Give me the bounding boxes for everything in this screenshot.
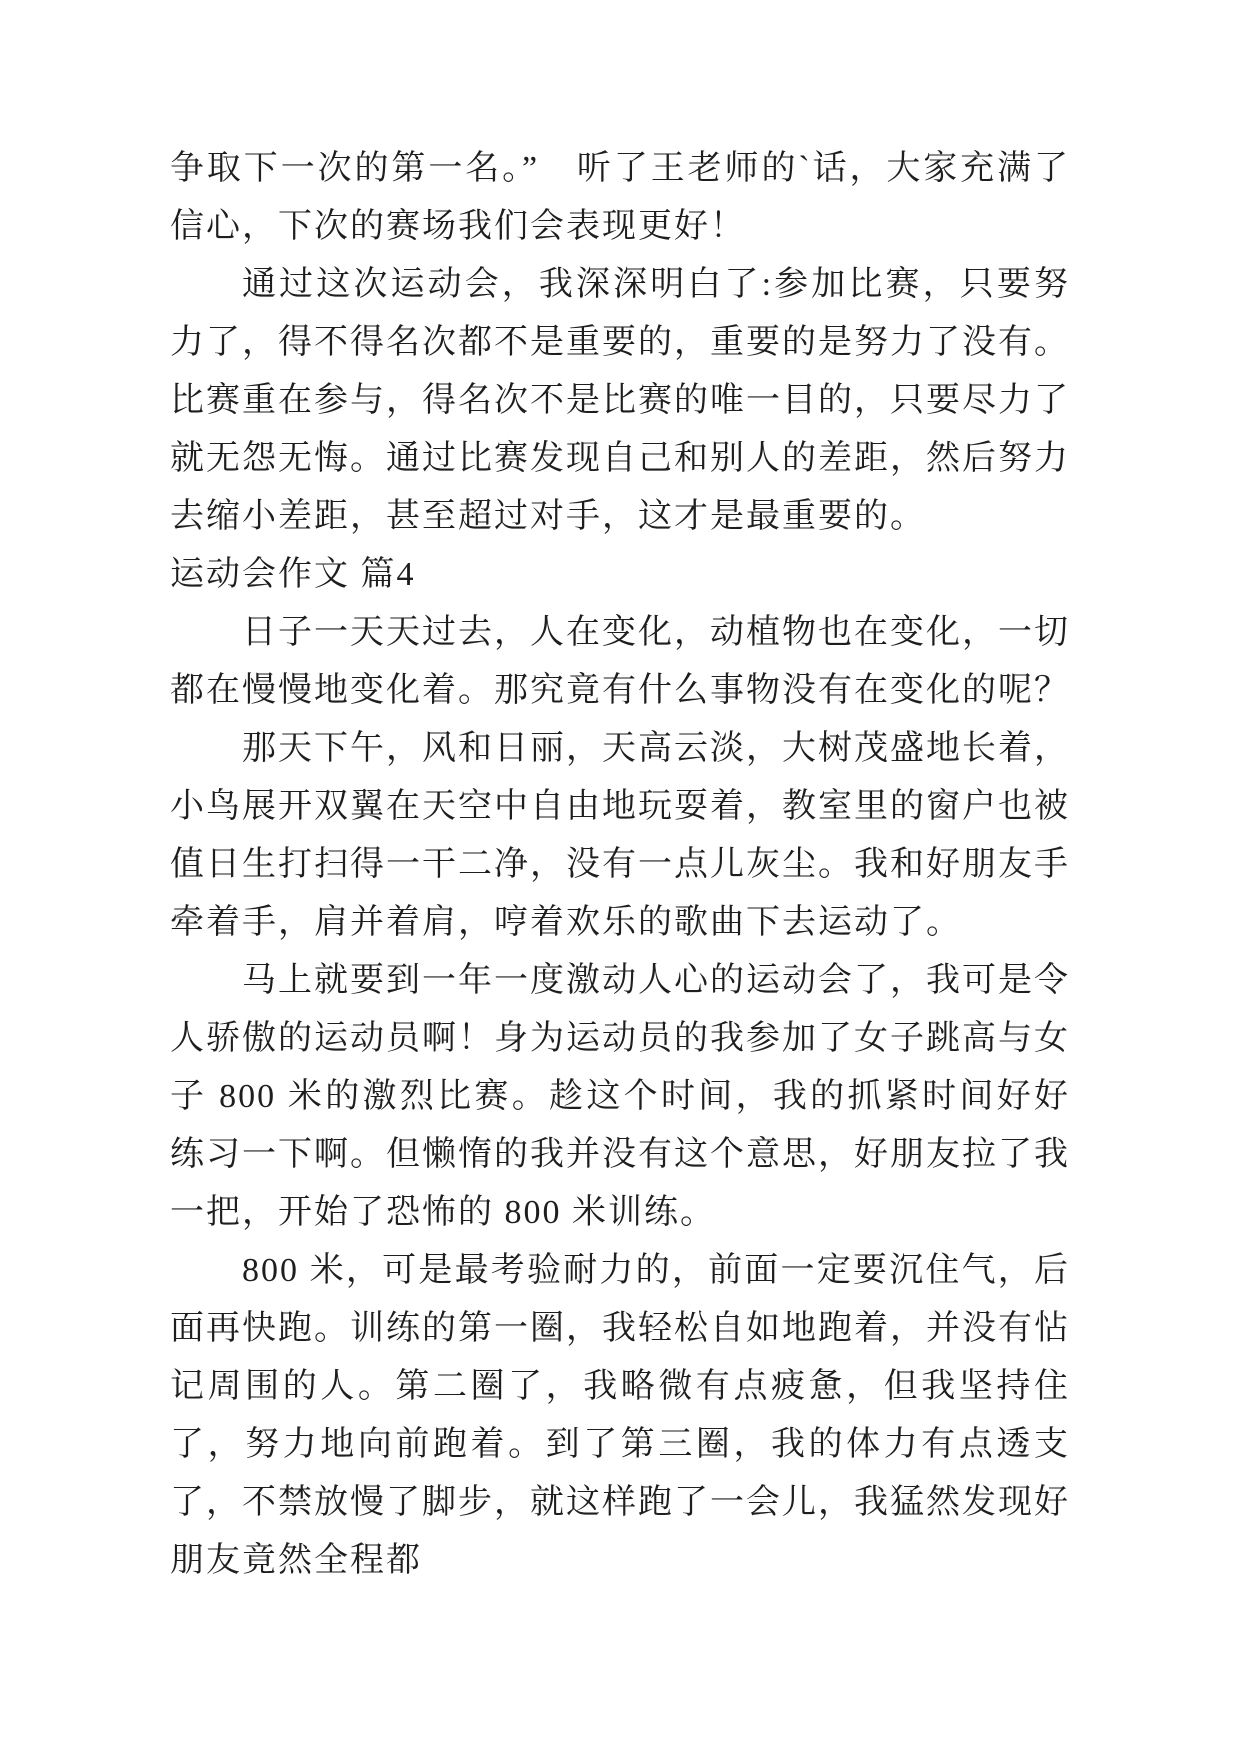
essay-paragraph: 日子一天天过去，人在变化，动植物也在变化，一切都在慢慢地变化着。那究竟有什么事物没有在变化的呢？ xyxy=(170,614,1070,709)
essay-paragraph: 马上就要到一年一度激动人心的运动会了，我可是令人骄傲的运动员啊！身为运动员的我参加了女子跳高与女子 800 米的激烈比赛。趁这个时间，我的抓紧时间好好练习一下啊。但懒惰的我并没有这个意思，好朋友拉了我一把，开始了恐怖的 800 米训练。 xyxy=(170,962,1070,1231)
section-heading: 运动会作文 篇4 xyxy=(170,556,416,593)
essay-paragraph: 800 米，可是最考验耐力的，前面一定要沉住气，后面再快跑。训练的第一圈，我轻松自如地跑着，并没有怗记周围的人。第二圈了，我略微有点疲惫，但我坚持住了，努力地向前跑着。到了第三圈，我的体力有点透支了，不禁放慢了脚步，就这样跑了一会儿，我猛然发现好朋友竟然全程都 xyxy=(170,1252,1070,1579)
document-text-column xyxy=(170,140,1070,1590)
essay-paragraph: 通过这次运动会，我深深明白了:参加比赛，只要努力了，得不得名次都不是重要的，重要的是努力了没有。比赛重在参与，得名次不是比赛的唯一目的，只要尽力了就无怨无悔。通过比赛发现自己和别人的差距，然后努力去缩小差距，甚至超过对手，这才是最重要的。 xyxy=(170,266,1070,535)
essay-paragraph: 争取下一次的第一名。” 听了王老师的`话，大家充满了信心，下次的赛场我们会表现更好！ xyxy=(170,150,1070,245)
essay-paragraph: 那天下午，风和日丽，天高云淡，大树茂盛地长着，小鸟展开双翼在天空中自由地玩耍着，教室里的窗户也被值日生打扫得一干二净，没有一点儿灰尘。我和好朋友手牵着手，肩并着肩，哼着欢乐的歌曲下去运动了。 xyxy=(170,730,1070,941)
